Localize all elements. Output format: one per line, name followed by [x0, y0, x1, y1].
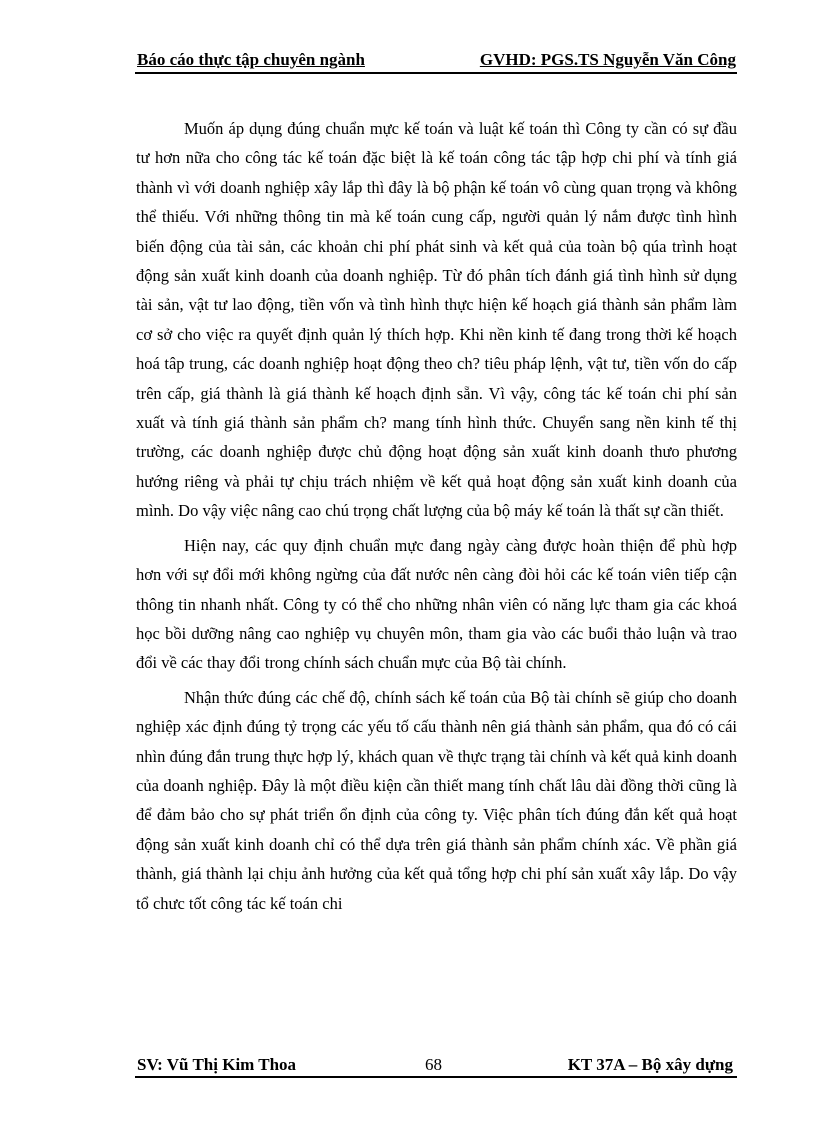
page-header [135, 48, 737, 74]
paragraph-3: Nhận thức đúng các chế độ, chính sách kế toán của Bộ tài chính sẽ giúp cho doanh nghiệp xác định đúng tỷ trọng các yếu tố cấu thành nên giá thành sản phẩm, qua đó có cái nhìn đúng đắn trung thực hợp lý, khách quan về thực trạng tài chính và kết quả kinh doanh của doanh nghiệp. Đây là một điều kiện cần thiết mang tính chất lâu dài đồng thời cũng là để đảm bảo cho sự phát triển ổn định của công ty. Việc phân tích đúng đắn kết quả hoạt động sản xuất kinh doanh chỉ có thể dựa trên giá thành sản phẩm chính xác. Về phần giá thành, giá thành lại chịu ảnh hưởng của kết quả tổng hợp chi phí sản xuất xây lắp. Do vậy tổ chưc tốt công tác kế toán chi [136, 687, 737, 913]
paragraph-1: Muốn áp dụng đúng chuẩn mực kế toán và luật kế toán thì Công ty cần có sự đầu tư hơn nữa cho công tác kế toán đặc biệt là kế toán công tác tập hợp chi phí và tính giá thành vì với doanh nghiệp xây lắp thì đây là bộ phận kế toán vô cùng quan trọng và không thể thiếu. Với những thông tin mà kế toán cung cấp, người quản lý nắm được tình hình biến động của tài sản, các khoản chi phí phát sinh và kết quả của toàn bộ qúa trình hoạt động sản xuất kinh doanh của doanh nghiệp. Từ đó phân tích đánh giá tình hình sử dụng tài sản, vật tư lao động, tiền vốn và tình hình thực hiện kế hoạch giá thành sản phẩm làm cơ sở cho việc ra quyết định quản lý thích hợp. Khi nền kinh tế đang trong thời kế hoạch hoá tâp trung, các doanh nghiệp hoạt động theo ch? tiêu pháp lệnh, vật tư, tiền vốn do cấp trên cấp, giá thành là giá thành kế hoạch định sẵn. Vì vậy, công tác kế toán chi phí sản xuất và tính giá thành sản phẩm ch? mang tính hình thức. Chuyển sang nền kinh tế thị trường, các doanh nghiệp được chủ động hoạt động sản xuất kinh doanh thưo phương hướng riêng và phải tự chịu trách nhiệm về kết quả hoạt động sản xuất kinh doanh của mình. Do vậy việc nâng cao chú trọng chất lượng của bộ máy kế toán là thất sự cần thiết. [136, 119, 737, 521]
page-footer [135, 1054, 737, 1078]
paragraph-2: Hiện nay, các quy định chuẩn mực đang ngày càng được hoàn thiện để phù hợp hơn với sự đổi mới không ngừng của đất nước nên càng đòi hỏi các kế toán viên tiếp cận thông tin nhanh nhất. Công ty có thể cho những nhân viên có năng lực tham gia các khoá học bồi dưỡng nâng cao nghiệp vụ chuyên môn, tham gia vào các buổi thảo luận và trao đổi về các thay đổi trong chính sách chuẩn mực của Bộ tài chính. [136, 535, 737, 673]
body-text [136, 114, 737, 918]
footer-class-name: KT 37A – Bộ xây dựng [567, 1055, 733, 1074]
header-supervisor: GVHD: PGS.TS Nguyễn Văn Công [479, 50, 736, 69]
footer-student-name: SV: Vũ Thị Kim Thoa [137, 1055, 297, 1074]
header-report-title: Báo cáo thực tập chuyên ngành [137, 50, 365, 69]
footer-page-number: 68 [425, 1055, 442, 1074]
